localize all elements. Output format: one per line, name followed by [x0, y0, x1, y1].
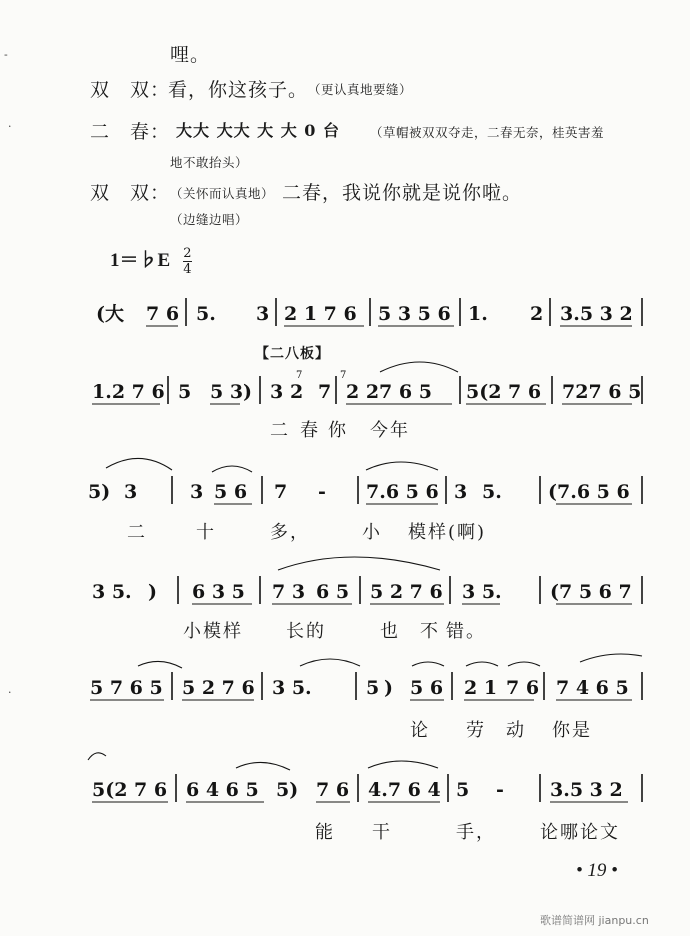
note-group: 7 6 — [316, 779, 350, 801]
stage-direction: （关怀而认真地） — [170, 186, 275, 201]
page-number: • 19 • — [576, 860, 618, 881]
note-group: 7 3 — [272, 581, 306, 603]
note-group: - — [318, 481, 326, 503]
percussion-pattern: 大大 大大 大 大 0 台 — [176, 121, 340, 140]
note-group: 5 — [456, 779, 470, 801]
time-top: 2 — [183, 246, 192, 261]
note-group: 7 6 — [146, 303, 180, 325]
dialogue-text: 二春，我说你就是说你啦。 — [282, 182, 523, 204]
note-group: 3.5 3 2 — [550, 779, 623, 801]
note-group: 3 5. — [272, 677, 312, 699]
speaker-label: 双 双： — [90, 79, 171, 101]
note-group: 7 — [274, 481, 288, 503]
lyric-word: 论哪论文 — [540, 822, 620, 843]
note-group: ) — [384, 677, 393, 699]
slur — [88, 753, 438, 770]
lyric-word: 动 — [506, 720, 526, 741]
note-group: 2 1 7 6 — [284, 303, 357, 325]
lyric-word: 春 — [300, 420, 320, 441]
lyric-word: 模样(啊) — [408, 522, 487, 543]
note-group: 7 — [318, 381, 332, 403]
note-group: 3 — [256, 303, 270, 325]
section-tag: 【二八板】 — [255, 346, 330, 362]
stage-direction: （更认真地要缝） — [308, 82, 413, 97]
note-group: 5 6 — [410, 677, 444, 699]
lyric-word: 今年 — [370, 420, 410, 441]
dialogue-line-0: 哩。 — [170, 44, 211, 66]
note-group: (7 5 6 7 — [550, 581, 632, 603]
note-group: 5 — [178, 381, 192, 403]
speaker-label: 二 春： — [90, 121, 171, 143]
note-group: - — [496, 779, 504, 801]
note-group: 7 4 6 5 — [556, 677, 629, 699]
lyric-word: 你 — [328, 420, 348, 441]
lyric-word: 十 — [196, 522, 216, 543]
lyric-word: 论 — [410, 720, 430, 741]
note-group: (7.6 5 6 — [548, 481, 630, 503]
note-group: 5 2 7 6 — [182, 677, 255, 699]
note-group: ) — [148, 581, 157, 603]
slur — [106, 458, 438, 472]
note-group: 3 5. — [462, 581, 502, 603]
watermark: 歌谱简谱网 jianpu.cn — [540, 914, 649, 927]
note-group: 3 — [270, 381, 284, 403]
note-group: 2 27 6 5 — [346, 381, 432, 403]
note-group: 6 4 6 5 — [186, 779, 259, 801]
note-group: 3.5 3 2 — [560, 303, 633, 325]
note-group: 6 3 5 — [192, 581, 245, 603]
note-group: 1. — [468, 303, 488, 325]
note-group: 5. — [482, 481, 502, 503]
slur — [278, 557, 440, 570]
time-bottom: 4 — [183, 262, 192, 277]
note-group: 3 5. — [92, 581, 132, 603]
grace-note: 7 — [340, 370, 347, 381]
lyric-word: 错。 — [446, 621, 486, 642]
slur — [138, 654, 642, 668]
stage-direction-cont: 地不敢抬头） — [170, 155, 249, 170]
lyric-word: 能 — [315, 822, 335, 843]
note-group: 1.2 7 6 — [92, 381, 165, 403]
lyric-word: 也 — [380, 621, 400, 642]
grace-note: 7 — [296, 370, 303, 381]
note-group: (大 — [96, 303, 124, 325]
note-group: 5) — [276, 779, 299, 801]
lyric-word: 小模样 — [183, 621, 243, 642]
note-group: 5 — [366, 677, 380, 699]
note-group: 5. — [196, 303, 216, 325]
note-group: 7 6 — [506, 677, 540, 699]
note-group: 5 3) — [210, 381, 253, 403]
note-group: 2 1 — [464, 677, 498, 699]
note-group: 5 3 5 6 — [378, 303, 451, 325]
lyric-word: 你是 — [552, 720, 592, 741]
lyric-word: 小 — [362, 522, 382, 543]
note-group: 727 6 5 — [562, 381, 642, 403]
note-group: 3 — [454, 481, 468, 503]
lyric-word: 多， — [270, 522, 310, 543]
margin-mark: · — [8, 120, 12, 133]
lyric-word: 劳 — [466, 720, 486, 741]
lyric-word: 不 — [420, 621, 440, 642]
lyric-word: 二 — [270, 420, 290, 441]
note-group: 2 — [530, 303, 544, 325]
note-group: 5(2 7 6 — [92, 779, 168, 801]
note-group: 5(2 7 6 — [466, 381, 542, 403]
margin-mark: - — [4, 48, 8, 61]
dialogue-text: 看，你这孩子。 — [168, 79, 309, 101]
lyric-word: 手， — [456, 822, 496, 843]
slur — [380, 362, 458, 372]
key-label: 1＝♭E — [110, 250, 171, 271]
note-group: 3 — [124, 481, 138, 503]
note-group: 2 — [290, 381, 304, 403]
note-group: 5 2 7 6 — [370, 581, 443, 603]
margin-mark: · — [8, 686, 12, 699]
lyric-word: 干 — [372, 822, 392, 843]
note-group: 3 — [190, 481, 204, 503]
note-group: 6 5 — [316, 581, 350, 603]
note-group: 5) — [88, 481, 111, 503]
note-group: 5 6 — [214, 481, 248, 503]
stage-direction: （草帽被双双夺走，二春无奈，桂英害羞 — [370, 125, 605, 140]
lyric-word: 长的 — [286, 621, 326, 642]
note-group: 7.6 5 6 — [366, 481, 439, 503]
note-group: 5 7 6 5 — [90, 677, 163, 699]
speaker-label: 双 双： — [90, 182, 171, 204]
stage-direction: （边缝边唱） — [170, 212, 249, 227]
note-group: 4.7 6 4 — [368, 779, 441, 801]
lyric-word: 二 — [127, 522, 147, 543]
